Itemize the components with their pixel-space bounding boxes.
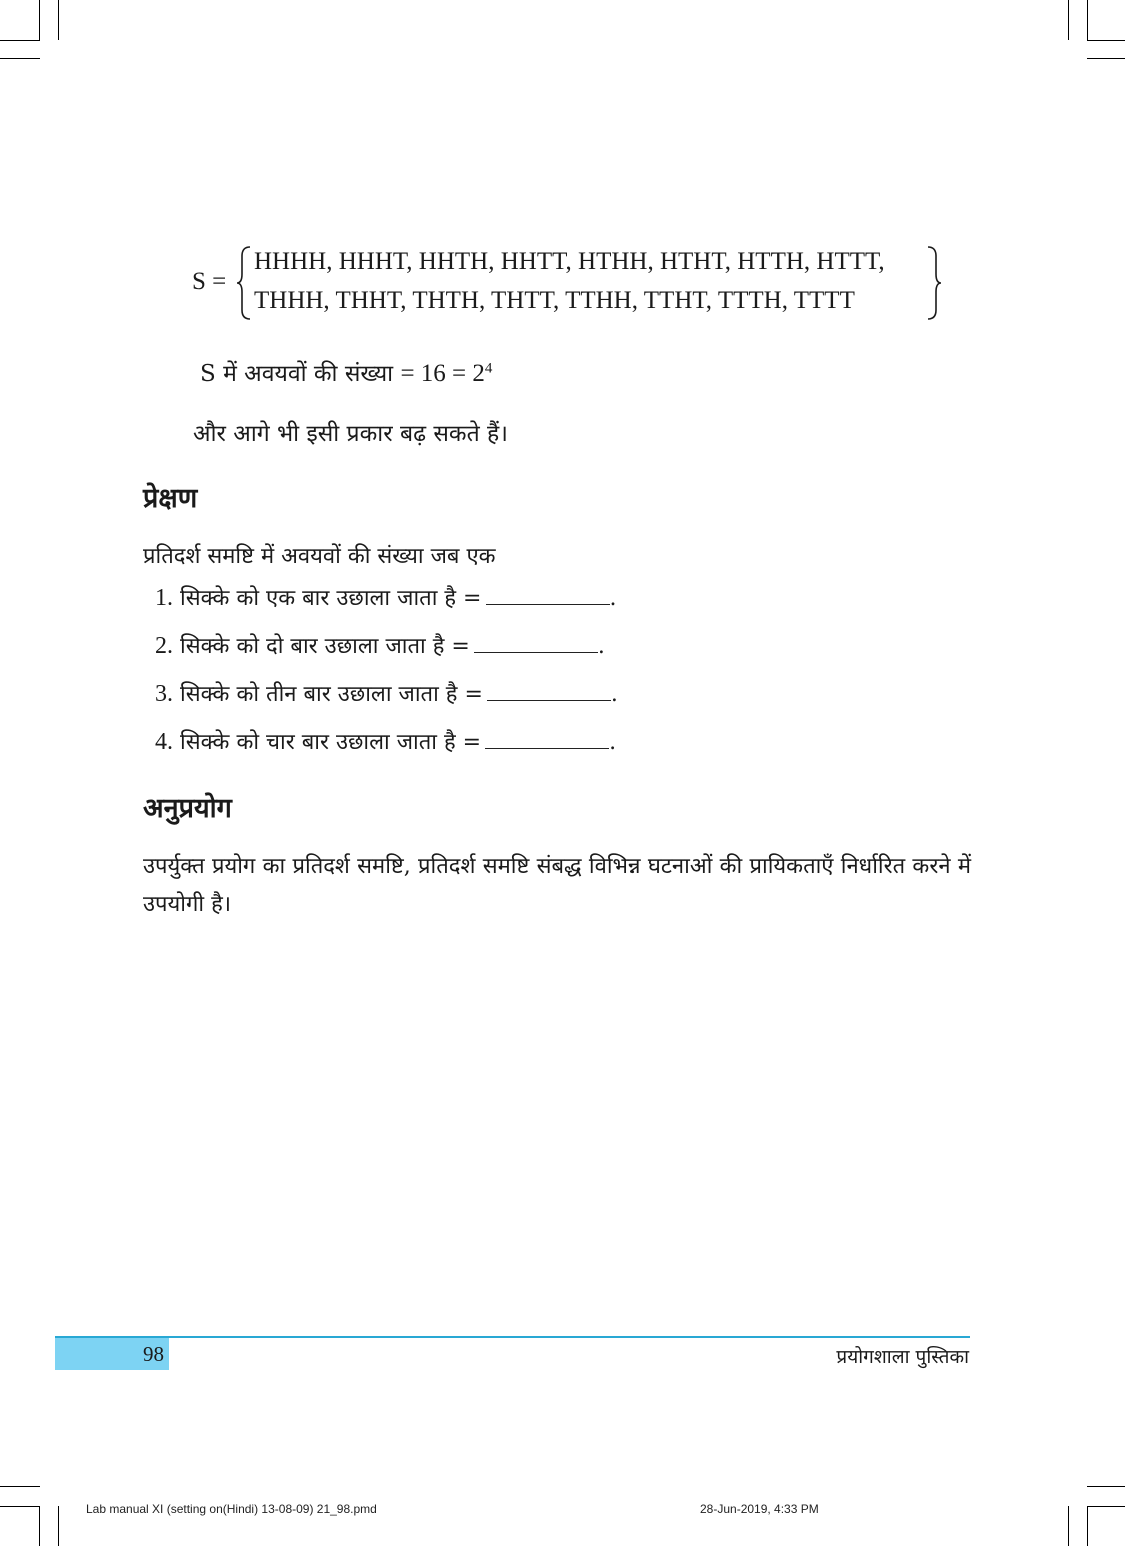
crop-mark (0, 58, 40, 59)
sample-space-set (192, 242, 952, 322)
crop-mark (1087, 0, 1088, 40)
crop-mark (0, 1486, 40, 1487)
item-end: . (597, 634, 605, 659)
element-count-line (200, 356, 492, 388)
crop-mark (39, 1506, 40, 1546)
crop-mark (1087, 1486, 1125, 1487)
crop-mark (1087, 40, 1125, 41)
count-exponent: 4 (484, 360, 493, 377)
crop-mark (0, 1506, 40, 1507)
crop-mark (39, 0, 40, 40)
item-number: 2. (155, 633, 173, 659)
item-end: . (609, 730, 617, 755)
observation-heading: प्रेक्षण (143, 483, 198, 514)
application-heading: अनुप्रयोग (143, 793, 232, 824)
set-row-1: HHHH, HHHT, HHTH, HHTT, HTHH, HTHT, HTTH, HTTT, (254, 248, 885, 275)
set-row-2: THHH, THHT, THTH, THTT, TTHH, TTHT, TTTH, TTTT (254, 287, 855, 314)
count-text: S में अवयवों की संख्या (200, 361, 394, 387)
page-number: 98 (143, 1342, 164, 1366)
item-end: . (610, 682, 618, 707)
item-text: सिक्के को एक बार उछाला जाता है = (180, 586, 482, 611)
answer-blank[interactable] (474, 630, 598, 653)
slug-filename: Lab manual XI (setting on(Hindi) 13-08-09) 21_98.pmd (86, 1502, 377, 1516)
count-equation: = 16 = 2 (400, 360, 485, 387)
crop-mark (1087, 1506, 1125, 1507)
set-label: S = (192, 268, 227, 295)
crop-mark (1068, 0, 1069, 40)
observation-intro: प्रतिदर्श समष्टि में अवयवों की संख्या जब एक (143, 544, 496, 569)
item-number: 1. (155, 585, 173, 611)
item-text: सिक्के को चार बार उछाला जाता है = (180, 730, 482, 755)
item-text: सिक्के को दो बार उछाला जाता है = (180, 634, 470, 659)
answer-blank[interactable] (487, 678, 611, 701)
crop-mark (58, 1506, 59, 1546)
item-text: सिक्के को तीन बार उछाला जाता है = (180, 682, 483, 707)
answer-blank[interactable] (486, 582, 610, 605)
list-item (155, 582, 618, 630)
book-title: प्रयोगशाला पुस्तिका (836, 1346, 969, 1368)
item-end: . (609, 586, 617, 611)
list-item (155, 726, 618, 774)
item-number: 4. (155, 729, 173, 755)
crop-mark (0, 40, 40, 41)
set-rows (254, 242, 885, 320)
slug-date: 28-Jun-2019, 4:33 PM (700, 1502, 819, 1516)
left-brace-icon (236, 246, 252, 320)
crop-mark (1068, 1506, 1069, 1546)
answer-blank[interactable] (485, 726, 609, 749)
continue-text: और आगे भी इसी प्रकार बढ़ सकते हैं। (193, 421, 508, 447)
crop-mark (1087, 58, 1125, 59)
right-brace-icon (926, 246, 942, 320)
list-item (155, 678, 618, 726)
application-text: उपर्युक्त प्रयोग का प्रतिदर्श समष्टि, प्रतिदर्श समष्टि संबद्ध विभिन्न घटनाओं की प्रायिकताएँ निर्धारित करने में उपयोगी है। (143, 854, 971, 917)
crop-mark (1087, 1506, 1088, 1546)
item-number: 3. (155, 681, 173, 707)
list-item (155, 630, 618, 678)
crop-mark (58, 0, 59, 40)
observation-list (155, 582, 618, 774)
footer-rule (55, 1336, 970, 1338)
